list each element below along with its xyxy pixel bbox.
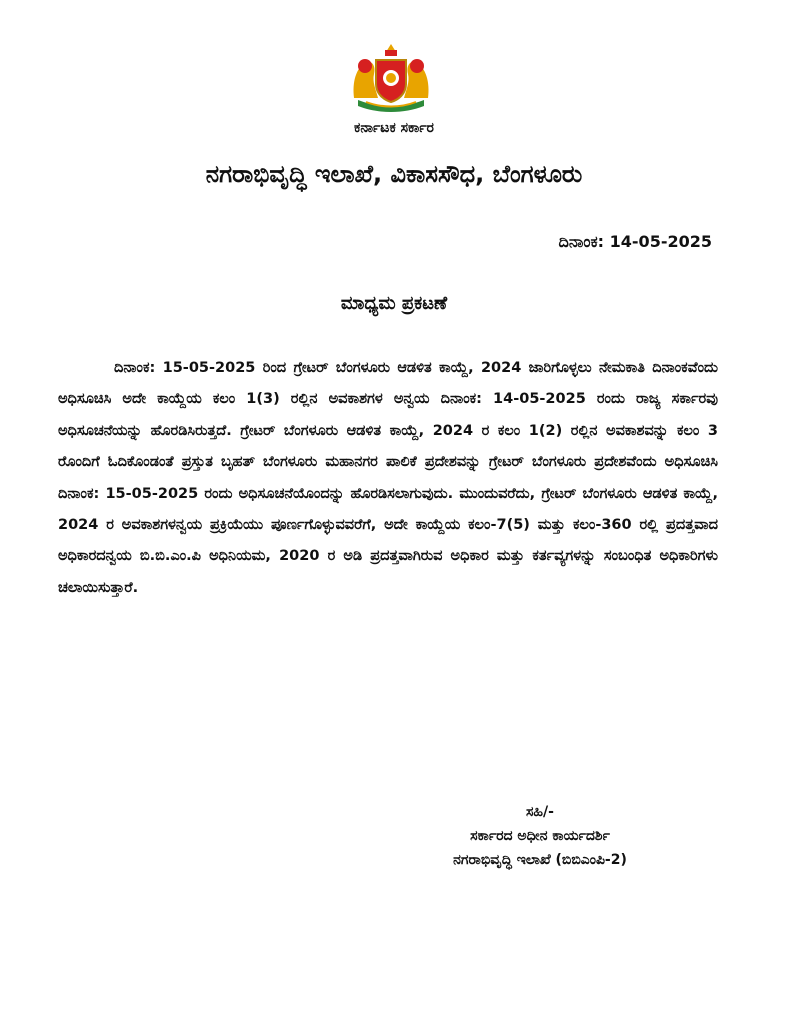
signatory-office: ನಗರಾಭಿವೃದ್ಧಿ ಇಲಾಖೆ (ಬಿಬಿಎಂಪಿ-2) xyxy=(453,852,627,868)
press-release-title: ಮಾಧ್ಯಮ ಪ್ರಕಟಣೆ xyxy=(340,293,448,314)
signature-mark: ಸಹಿ/- xyxy=(526,804,554,820)
signatory-designation: ಸರ್ಕಾರದ ಅಧೀನ ಕಾರ್ಯದರ್ಶಿ xyxy=(470,828,610,844)
karnataka-emblem-icon xyxy=(348,42,434,114)
government-name: ಕರ್ನಾಟಕ ಸರ್ಕಾರ xyxy=(354,120,434,136)
issue-date: ದಿನಾಂಕ: 14-05-2025 xyxy=(558,232,712,251)
department-title: ನಗರಾಭಿವೃದ್ಧಿ ಇಲಾಖೆ, ವಿಕಾಸಸೌಧ, ಬೆಂಗಳೂರು xyxy=(205,160,583,188)
signature-block xyxy=(390,800,690,872)
press-release-body: ದಿನಾಂಕ: 15-05-2025 ರಿಂದ ಗ್ರೇಟರ್ ಬೆಂಗಳೂರು ಆಡಳಿತ ಕಾಯ್ದೆ, 2024 ಜಾರಿಗೊಳ್ಳಲು ನೇಮಕಾತಿ ದಿನಾಂಕವೆಂದು ಅಧಿಸೂಚಿಸಿ ಅದೇ ಕಾಯ್ದೆಯ ಕಲಂ 1(3) ರಲ್ಲಿನ ಅವಕಾಶಗಳ ಅನ್ವಯ ದಿನಾಂಕ: 14-05-2025 ರಂದು ರಾಜ್ಯ ಸರ್ಕಾರವು ಅಧಿಸೂಚನೆಯನ್ನು ಹೊರಡಿಸಿರುತ್ತದೆ. ಗ್ರೇಟರ್ ಬೆಂಗಳೂರು ಆಡಳಿತ ಕಾಯ್ದೆ, 2024 ರ ಕಲಂ 1(2) ರಲ್ಲಿನ ಅವಕಾಶವನ್ನು ಕಲಂ 3 ರೊಂದಿಗೆ ಓದಿಕೊಂಡಂತೆ ಪ್ರಸ್ತುತ ಬೃಹತ್ ಬೆಂಗಳೂರು ಮಹಾನಗರ ಪಾಲಿಕೆ ಪ್ರದೇಶವನ್ನು ಗ್ರೇಟರ್ ಬೆಂಗಳೂರು ಪ್ರದೇಶವೆಂದು ಅಧಿಸೂಚಿಸಿ ದಿನಾಂಕ: 15-05-2025 ರಂದು ಅಧಿಸೂಚನೆಯೊಂದನ್ನು ಹೊರಡಿಸಲಾಗುವುದು. ಮುಂದುವರೆದು, ಗ್ರೇಟರ್ ಬೆಂಗಳೂರು ಆಡಳಿತ ಕಾಯ್ದೆ, 2024 ರ ಅವಕಾಶಗಳನ್ವಯ ಪ್ರಕ್ರಿಯೆಯು ಪೂರ್ಣಗೊಳ್ಳುವವರೆಗೆ, ಅದೇ ಕಾಯ್ದೆಯ ಕಲಂ-7(5) ಮತ್ತು ಕಲಂ-360 ರಲ್ಲಿ ಪ್ರದತ್ತವಾದ ಅಧಿಕಾರದನ್ವಯ ಬಿ.ಬಿ.ಎಂ.ಪಿ ಅಧಿನಿಯಮ, 2020 ರ ಅಡಿ ಪ್ರದತ್ತವಾಗಿರುವ ಅಧಿಕಾರ ಮತ್ತು ಕರ್ತವ್ಯಗಳನ್ನು ಸಂಬಂಧಿತ ಅಧಿಕಾರಿಗಳು ಚಲಾಯಿಸುತ್ತಾರೆ. xyxy=(58,360,718,596)
